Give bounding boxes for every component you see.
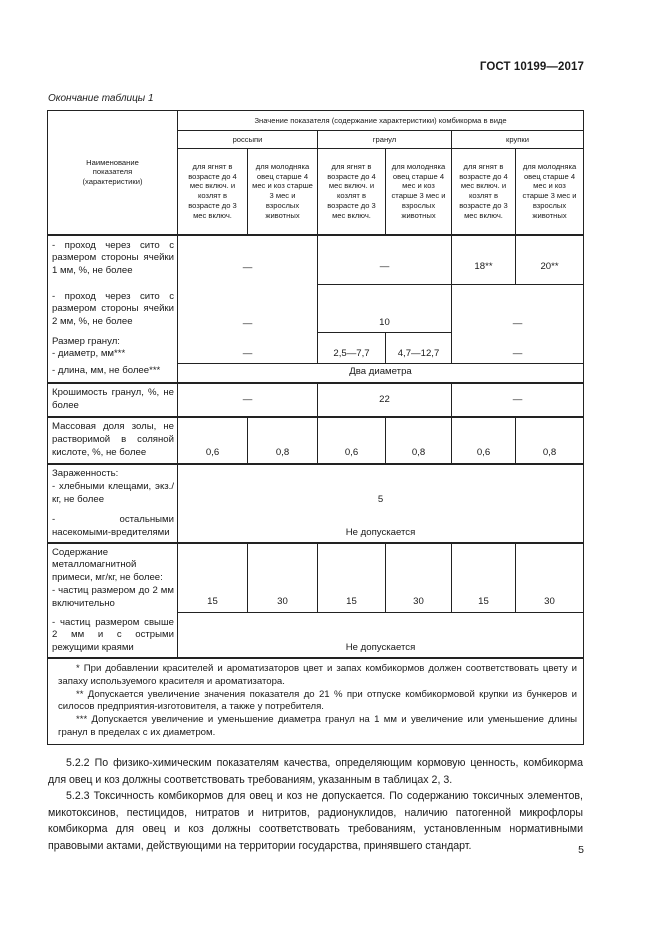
footnote: * При добавлении красителей и ароматизаторов цвет и запах комбикормов должен соответствовать цвету и запаху используемого красителя и ароматизатора. bbox=[58, 663, 578, 687]
name-column-header: Наименование показателя (характеристики) bbox=[48, 111, 178, 235]
cell-value: 30 bbox=[386, 543, 452, 613]
cell-value: 0,6 bbox=[178, 417, 248, 464]
subheader-young: для ягнят в возрасте до 4 мес включ. и козлят в возрасте до 3 мес включ. bbox=[452, 149, 516, 235]
specification-table bbox=[47, 110, 584, 745]
cell-value: 4,7—12,7 bbox=[386, 333, 452, 364]
cell-value: Не допускается bbox=[178, 613, 584, 658]
row-label-metal bbox=[48, 543, 178, 613]
row-label-infestation bbox=[48, 464, 178, 510]
cell-value: — bbox=[452, 383, 584, 417]
cell-value: — bbox=[178, 285, 318, 333]
paragraph: 5.2.2 По физико-химическим показателям качества, определяющим кормовую ценность, комбикорма для овец и коз должны соответствовать требованиям, указанным в таблицах 2, 3. bbox=[48, 757, 583, 786]
row-label: Зараженность: bbox=[52, 468, 119, 480]
row-label-metal-large: - частиц размером свыше 2 мм и с острыми режущими краями bbox=[48, 613, 178, 658]
paragraph: 5.2.3 Токсичность комбикормов для овец и коз не допускается. По содержанию токсичных элементов, микотоксинов, пестицидов, нитратов и нитритов, радионуклидов, наличию патогенной микрофлоры комбикорма для овец и коз должны соответствовать требованиям, установленным нормативными правовыми актами, действующими на территории государства, принявшего стандарт. bbox=[48, 790, 583, 852]
cell-value: — bbox=[178, 235, 318, 285]
cell-value: 30 bbox=[248, 543, 318, 613]
cell-value: Не допускается bbox=[178, 510, 584, 543]
cell-value: 30 bbox=[516, 543, 584, 613]
row-sublabel: - частиц размером до 2 мм включительно bbox=[52, 585, 174, 609]
subheader-adult: для молодняка овец старше 4 мес и коз старше 3 мес и взрослых животных bbox=[248, 149, 318, 235]
cell-value: 15 bbox=[452, 543, 516, 613]
row-label: Содержание металломагнитной примеси, мг/кг, не более: bbox=[52, 546, 163, 584]
form-header-granules: гранул bbox=[318, 131, 452, 149]
subheader-adult: для молодняка овец старше 4 мес и коз старше 3 мес и взрослых животных bbox=[386, 149, 452, 235]
cell-value: — bbox=[452, 285, 584, 333]
cell-value: 10 bbox=[318, 285, 452, 333]
row-label-length: - длина, мм, не более*** bbox=[48, 363, 178, 383]
cell-value: 0,6 bbox=[318, 417, 386, 464]
cell-value: — bbox=[178, 333, 318, 364]
row-label-pests: - остальными насекомыми-вредителями bbox=[48, 510, 178, 543]
table-caption: Окончание таблицы 1 bbox=[48, 93, 154, 104]
cell-value: 15 bbox=[318, 543, 386, 613]
cell-value: — bbox=[452, 333, 584, 364]
footnotes bbox=[48, 658, 584, 744]
footnote: ** Допускается увеличение значения показателя до 21 % при отпуске комбикормовой крупки из бункеров и силосов предприятия-изготовителя, а также у потребителя. bbox=[58, 688, 578, 713]
cell-value: 2,5—7,7 bbox=[318, 333, 386, 364]
subheader-young: для ягнят в возрасте до 4 мес включ. и козлят в возрасте до 3 мес включ. bbox=[318, 149, 386, 235]
cell-value: 22 bbox=[318, 383, 452, 417]
row-label-ash: Массовая доля золы, не растворимой в соляной кислоте, %, не более bbox=[48, 417, 178, 464]
cell-value: — bbox=[318, 235, 452, 285]
row-label-granule-size bbox=[48, 333, 178, 364]
form-header-mash: россыпи bbox=[178, 131, 318, 149]
cell-value: 0,8 bbox=[516, 417, 584, 464]
page-number: 5 bbox=[578, 844, 584, 856]
cell-value: 0,8 bbox=[386, 417, 452, 464]
cell-value: 18** bbox=[452, 235, 516, 285]
row-label-sieve-1mm: - проход через сито с размером стороны ячейки 1 мм, %, не более bbox=[48, 235, 178, 285]
row-sublabel: - диаметр, мм*** bbox=[52, 348, 126, 360]
row-label: Размер гранул: bbox=[52, 335, 120, 347]
footnote: *** Допускается увеличение и уменьшение диаметра гранул на 1 мм и увеличение или уменьшение длины гранул в пределах с их диаметром. bbox=[58, 714, 578, 739]
document-id: ГОСТ 10199—2017 bbox=[479, 61, 584, 73]
value-group-header: Значение показателя (содержание характеристики) комбикорма в виде bbox=[178, 111, 584, 131]
form-header-crumbs: крупки bbox=[452, 131, 584, 149]
row-label-crumble: Крошимость гранул, %, не более bbox=[48, 383, 178, 417]
cell-value: 5 bbox=[178, 464, 584, 510]
subheader-adult: для молодняка овец старше 4 мес и коз старше 3 мес и взрослых животных bbox=[516, 149, 584, 235]
cell-value: 0,8 bbox=[248, 417, 318, 464]
row-label-sieve-2mm: - проход через сито с размером стороны ячейки 2 мм, %, не более bbox=[48, 285, 178, 333]
subheader-young: для ягнят в возрасте до 4 мес включ. и козлят в возрасте до 3 мес включ. bbox=[178, 149, 248, 235]
cell-value: Два диаметра bbox=[178, 363, 584, 383]
row-sublabel: - хлебными клещами, экз./кг, не более bbox=[52, 480, 174, 505]
cell-value: 15 bbox=[178, 543, 248, 613]
cell-value: — bbox=[178, 383, 318, 417]
cell-value: 20** bbox=[516, 235, 584, 285]
body-text bbox=[48, 755, 583, 854]
cell-value: 0,6 bbox=[452, 417, 516, 464]
